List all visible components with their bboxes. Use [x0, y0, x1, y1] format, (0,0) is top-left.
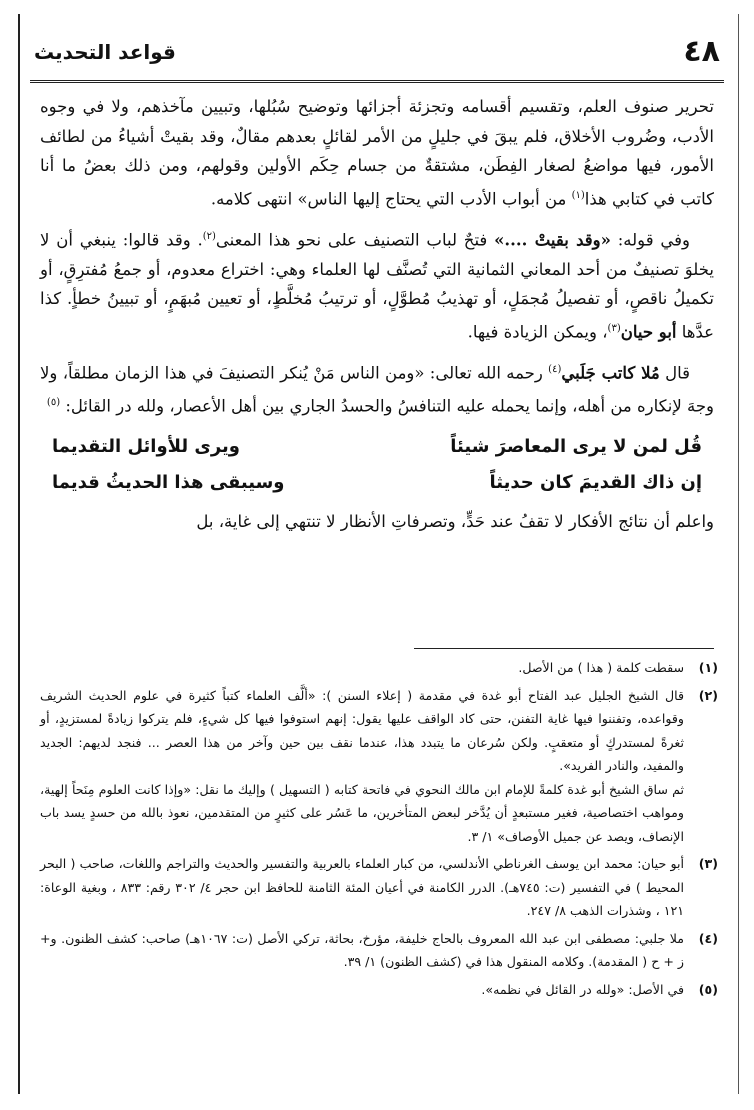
poem-hemistich: وسيبقى هذا الحديثُ قديما — [52, 471, 285, 493]
header-divider — [30, 80, 724, 83]
footnote-ref-4: (٤) — [548, 363, 562, 375]
footnote — [40, 978, 718, 1002]
poem-hemistich: قُل لمن لا يرى المعاصرَ شيئاً — [450, 435, 702, 457]
footnote-ref-1: (١) — [571, 189, 585, 201]
footnotes-divider — [414, 648, 714, 649]
poem-hemistich: إن ذاك القديمَ كان حديثاً — [489, 471, 702, 493]
paragraph-3: قال مُلا كاتب جَلَبي$^{(٤)}$ رحمه الله تعالى: «ومن الناس مَنْ يُنكر التصنيفَ في هذا الزمان مطلقاً، ولا وجهَ لإنكاره من أهله، وإنما يحمله عليه التنافسُ والحسدُ الجاري بين أهل الأعصار، ولله در القائل: $^{(٥)}$ — [40, 363, 714, 415]
footnote-ref-2: (٢) — [202, 230, 216, 242]
footnote — [40, 852, 718, 923]
footnote-ref-3: (٣) — [607, 322, 621, 334]
footnote — [40, 656, 718, 680]
footnote-text: في الأصل: «ولله در القائل في نظمه». — [481, 981, 684, 997]
paragraph-2: وفي قوله: «وقد بقيتْ ....» فتحٌ لباب التصنيف على نحو هذا المعنى$^{(٢)}$. وقد قالوا: ينبغي أن لا يخلوَ تصنيفٌ من أحد المعاني الثمانية التي تُصنَّف لها العلماء وهي: اختراع معدوم، أو جمعُ مُفترِقٍ، أو تكميلُ ناقصٍ، أو تفصيلُ مُجمَلٍ، أو تهذيبُ مُطوَّلٍ، أو ترتيبُ مُخلَّطٍ، أو تعيين مُبهَمٍ، أو تبيينُ خطأٍ. كذا عدَّها أبو حيان$^{(٣)}$، ويمكن الزيادة فيها. — [40, 230, 714, 341]
footnote-text: أبو حيان: محمد ابن يوسف الغرناطي الأندلسي، من كبار العلماء بالعربية والتفسير والحديث والتراجم واللغات، صاحب ( البحر المحيط ) في التفسير (ت: ٧٤٥هـ). الدرر الكامنة في أعيان المئة الثامنة للحافظ ابن حجر ٤/ ٣٠٢ رقم: ٨٣٣ ، وبغية الوعاة: ١٢١ ، وشذرات الذهب ٨/ ٢٤٧. — [40, 856, 685, 918]
page-number: ٤٨ — [683, 34, 720, 69]
footnote-text: ملا جلبي: مصطفى ابن عبد الله المعروف بالحاج خليفة، مؤرخ، بحاثة، تركي الأصل (ت: ١٠٦٧هـ) صاحب: كشف الظنون. و+ ز + ح ( المقدمة). وكلامه المنقول هذا في (كشف الظنون) ١/ ٣٩. — [40, 930, 684, 969]
footnote — [40, 927, 718, 974]
footnote-text: ثم ساق الشيخ أبو غدة كلمةً للإمام ابن مالك النحوي في فاتحة كتابه ( التسهيل ) وإليك ما نقل: «وإذا كانت العلوم مِنَحاً إلهية، ومواهب اختصاصية، فغير مستبعدٍ أن يُدَّخر لبعض المتأخرين، ما عَسُر على كثيرٍ من المتقدمين، نعوذ بالله من حسدٍ يسد باب الإنصاف، ويصد عن جميل الأوصاف» ١/ ٣. — [40, 781, 684, 844]
paragraph-4: واعلم أن نتائج الأفكار لا تقفُ عند حَدٍّ، وتصرفاتِ الأنظار لا تنتهي إلى غاية، بل — [196, 511, 714, 531]
paragraph-1: تحرير صنوف العلم، وتقسيم أقسامه وتجزئة أجزائها وتوضيح سُبُلها، وتبيين مآخذهم، ولا في وجوه الأدب، وضُروب الأخلاق، فلم يبقَ في جليلٍ من الأمر لقائلٍ بعدهم مقالٌ، وقد بقيتْ أشياءُ من لطائف الأمور، فيها مواضعُ لصغار الفِطَن، مشتقةٌ من جسام حِكَم الأولين وقولهم، ومن ذلك بعضُ ما أنا كاتب في كتابي هذا$^{(١)}$ من أبواب الأدب التي يحتاج إليها الناس» انتهى كلامه. — [40, 97, 714, 208]
footnote — [40, 684, 718, 849]
footnote-text: قال الشيخ الجليل عبد الفتاح أبو غدة في مقدمة ( إعلاء السنن ): «ألَّف العلماء كتباً كثيرة في علوم الحديث الشريف وقواعده، وتفننوا فيها غاية التفنن، حتى كاد الواقف عليها يقول: إنهم استوفوا فيها كل شيءٍ، فلم يتركوا زيادةً لمستزيدٍ، أو ثغرةً لمستدركٍ أو متعقبٍ. ولكن سُرعان ما يتبدد هذا، عندما نقف بين حين وآخر من هذا العصر ... فنجد لديهم: الجديد والمفيد، والنادر الفريد». — [40, 687, 684, 773]
main-text — [40, 92, 714, 544]
poem-verse — [40, 429, 714, 465]
poem-verse — [40, 465, 714, 501]
footnote-ref-5: (٥) — [46, 396, 61, 408]
page-header — [30, 34, 724, 74]
poem — [40, 429, 714, 501]
footnote-number: (٣) — [698, 856, 718, 871]
footnote-number: (١) — [698, 660, 718, 675]
poem-hemistich: ويرى للأوائل التقديما — [52, 435, 240, 457]
running-title: قواعد التحديث — [34, 40, 176, 64]
footnote-number: (٢) — [698, 687, 718, 703]
footnote-number: (٤) — [698, 930, 718, 946]
footnote-number: (٥) — [698, 981, 718, 997]
footnotes — [40, 656, 718, 1005]
footnote-text: سقطت كلمة ( هذا ) من الأصل. — [518, 660, 684, 675]
